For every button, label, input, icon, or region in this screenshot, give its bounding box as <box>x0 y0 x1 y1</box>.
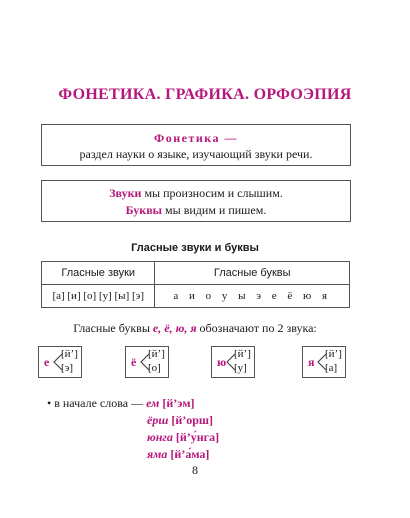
diagram-sound-top: [й’] <box>325 348 342 360</box>
list-item <box>147 447 209 462</box>
list-item <box>147 430 219 445</box>
diagram-sound-top: [й’] <box>61 348 78 360</box>
example-transcription: [й’эм] <box>162 396 195 410</box>
diagram-letter: ё <box>131 355 137 369</box>
examples-intro: в начале слова — <box>54 396 144 410</box>
diagram-box-e <box>38 346 82 378</box>
table-row <box>42 285 350 308</box>
definition-term: Фонетика — <box>153 131 239 145</box>
diagram-box-ya <box>302 346 346 378</box>
cell-vowel-letters: а и о у ы э е ё ю я <box>155 285 350 308</box>
example-word: ёрш <box>147 413 169 427</box>
cell-vowel-sounds: [а] [и] [о] [у] [ы] [э] <box>42 285 155 308</box>
letters-line <box>42 202 350 219</box>
table-header-row <box>42 262 350 285</box>
diagram-letter: е <box>44 355 50 369</box>
definition-box <box>41 124 351 166</box>
note-letters: е, ё, ю, я <box>152 321 197 335</box>
diagram-sound-bottom: [э] <box>61 362 74 374</box>
example-transcription: [й’у́нга] <box>175 430 220 444</box>
sounds-text: мы произносим и слышим. <box>141 186 283 200</box>
diagram-letter: ю <box>217 355 227 369</box>
example-word: юнга <box>147 430 173 444</box>
page-number: 8 <box>192 463 198 477</box>
sounds-letters-box <box>41 180 351 222</box>
note-line <box>0 321 390 336</box>
diagram-box-yo <box>125 346 169 378</box>
example-transcription: [й’орш] <box>171 413 214 427</box>
diagram-sound-bottom: [у] <box>234 362 247 374</box>
diagram-sound-top: [й’] <box>148 348 165 360</box>
diagram-sound-top: [й’] <box>234 348 251 360</box>
diagram-sound-bottom: [о] <box>148 362 161 374</box>
diagram-box-yu <box>211 346 255 378</box>
sounds-term: Звуки <box>109 186 142 200</box>
col-header-letters: Гласные буквы <box>155 262 350 285</box>
letters-term: Буквы <box>125 203 163 217</box>
diagram-letter: я <box>308 355 315 369</box>
vowels-table <box>41 261 350 308</box>
example-transcription: [й’а́ма] <box>170 447 210 461</box>
examples-intro-line <box>47 396 194 411</box>
table-title: Гласные звуки и буквы <box>131 242 259 254</box>
letters-text: мы видим и пишем. <box>162 203 267 217</box>
list-item <box>147 413 213 428</box>
bullet-icon: • <box>47 396 52 410</box>
note-suffix: обозначают по 2 звука: <box>196 321 317 335</box>
example-word: ем <box>146 396 160 410</box>
col-header-sounds: Гласные звуки <box>42 262 155 285</box>
diagram-sound-bottom: [а] <box>325 362 338 374</box>
sounds-line <box>42 185 350 202</box>
definition-text: раздел науки о языке, изучающий звуки речи. <box>79 147 313 161</box>
page-title: ФОНЕТИКА. ГРАФИКА. ОРФОЭПИЯ <box>58 86 352 103</box>
example-word: яма <box>147 447 168 461</box>
note-prefix: Гласные буквы <box>73 321 153 335</box>
